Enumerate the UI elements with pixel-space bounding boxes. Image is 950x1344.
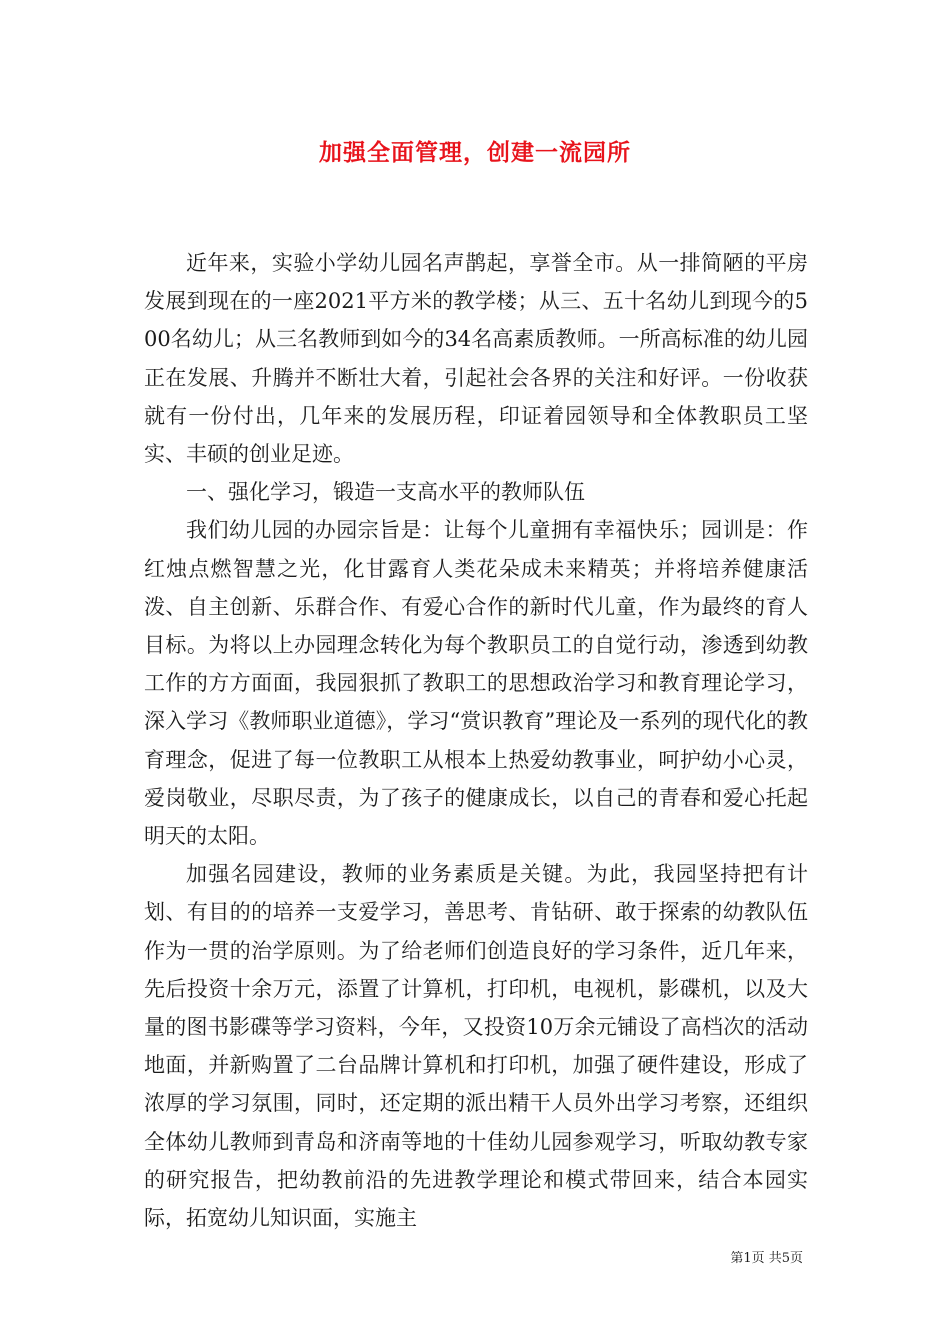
paragraph-teacher-quality: 加强名园建设，教师的业务素质是关键。为此，我园坚持把有计划、有目的的培养一支爱学习，善思考、肯钻研、敢于探索的幼教队伍作为一贯的治学原则。为了给老师们创造良好的学习条件，近几年来，先后投资十余万元，添置了计算机，打印机，电视机，影碟机，以及大量的图书影碟等学习资料，今年，又投资10万余元铺设了高档次的活动地面，并新购置了二台品牌计算机和打印机，加强了硬件建设，形成了浓厚的学习氛围，同时，还定期的派出精干人员外出学习考察，还组织全体幼儿教师到青岛和济南等地的十佳幼儿园参观学习，听取幼教专家的研究报告，把幼教前沿的先进教学理论和模式带回来，结合本园实际，拓宽幼儿知识面，实施主 — [144, 862, 808, 1231]
document-body — [144, 244, 808, 1237]
paragraph-philosophy: 我们幼儿园的办园宗旨是：让每个儿童拥有幸福快乐；园训是：作红烛点燃智慧之光，化甘露育人类花朵成未来精英；并将培养健康活泼、自主创新、乐群合作、有爱心合作的新时代儿童，作为最终的育人目标。为将以上办园理念转化为每个教职员工的自觉行动，渗透到幼教工作的方方面面，我园狠抓了教职工的思想政治学习和教育理论学习，深入学习《教师职业道德》，学习“赏识教育”理论及一系列的现代化的教育理念，促进了每一位教职工从根本上热爱幼教事业，呵护幼小心灵，爱岗敬业，尽职尽责，为了孩子的健康成长，以自己的青春和爱心托起明天的太阳。 — [144, 518, 808, 849]
document-title: 加强全面管理，创建一流园所 — [319, 140, 631, 166]
section-heading: 一、强化学习，锻造一支高水平的教师队伍 — [186, 480, 585, 505]
page-number-footer: 第1页 共5页 — [730, 1251, 803, 1266]
paragraph-intro: 近年来，实验小学幼儿园名声鹊起，享誉全市。从一排简陋的平房发展到现在的一座2021平方米的教学楼；从三、五十名幼儿到现今的500名幼儿；从三名教师到如今的34名高素质教师。一所高标准的幼儿园正在发展、升腾并不断壮大着，引起社会各界的关注和好评。一份收获就有一份付出，几年来的发展历程，印证着园领导和全体教职员工坚实、丰硕的创业足迹。 — [144, 251, 808, 467]
